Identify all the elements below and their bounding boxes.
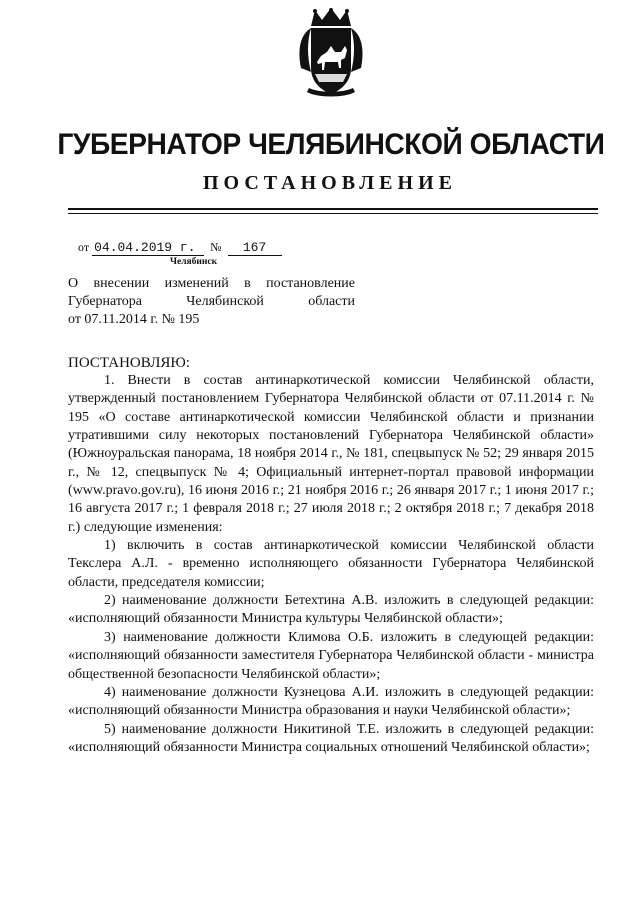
document-type: ПОСТАНОВЛЕНИЕ: [203, 172, 457, 194]
decree-heading: ПОСТАНОВЛЯЮ:: [68, 355, 190, 371]
body-paragraph: 5) наименование должности Никитиной Т.Е. изложить в следующей редакции: «исполняющий обязанности Министра социальных отношений Челябинской области»;: [68, 721, 594, 755]
date-label: от: [78, 240, 90, 254]
body-paragraph: 1. Внести в состав антинаркотической комиссии Челябинской области, утвержденный постановлением Губернатора Челябинской области от 07.11.2014 г. № 195 «О составе антинаркотической комиссии Челябинской области и признании утратившими силу некоторых постановлений Губернатора Челябинской области» (Южноуральская панорама, 18 ноября 2014 г., № 181, спецвыпуск № 52; 29 января 2015 г., № 12, спецвыпуск № 4; Официальный интернет-портал правовой информации (www.pravo.gov.ru), 16 июня 2016 г.; 21 ноября 2016 г.; 26 января 2017 г.; 1 июня 2017 г.; 16 августа 2017 г.; 1 февраля 2018 г.; 27 июля 2018 г.; 2 октября 2018 г.; 7 декабря 2018 г.) следующие изменения:: [68, 373, 594, 535]
header-divider-thick: [68, 208, 598, 210]
body-paragraph: 2) наименование должности Бетехтина А.В. изложить в следующей редакции: «исполняющий обязанности Министра культуры Челябинской области»;: [68, 593, 594, 627]
document-subject: [68, 275, 355, 329]
body-paragraph: 4) наименование должности Кузнецова А.И. изложить в следующей редакции: «исполняющий обязанности Министра образования и науки Челябинской области»;: [68, 684, 594, 719]
body-paragraph: 1) включить в состав антинаркотической комиссии Челябинской области Текслера А.Л. - временно исполняющего обязанности Губернатора Челябинской области, председателя комиссии;: [68, 538, 594, 590]
header-divider-thin: [68, 213, 598, 214]
city: Челябинск: [170, 257, 218, 267]
document-number: 167: [228, 240, 282, 256]
coat-of-arms-icon: [297, 8, 365, 100]
subject-line: Губернатора Челябинской области: [68, 294, 355, 309]
body-paragraph: 3) наименование должности Климова О.Б. изложить в следующей редакции: «исполняющий обязанности заместителя Губернатора Челябинской области - министра общественной безопасности Челябинской области»;: [68, 629, 594, 682]
subject-line: О внесении изменений в постановление: [68, 276, 355, 291]
document-title: ГУБЕРНАТОР ЧЕЛЯБИНСКОЙ ОБЛАСТИ: [57, 128, 605, 161]
subject-line: от 07.11.2014 г. № 195: [68, 312, 200, 327]
document-meta: [78, 240, 282, 256]
document-date: 04.04.2019 г.: [92, 240, 204, 256]
number-label: №: [210, 240, 222, 254]
document-body: [68, 372, 594, 757]
